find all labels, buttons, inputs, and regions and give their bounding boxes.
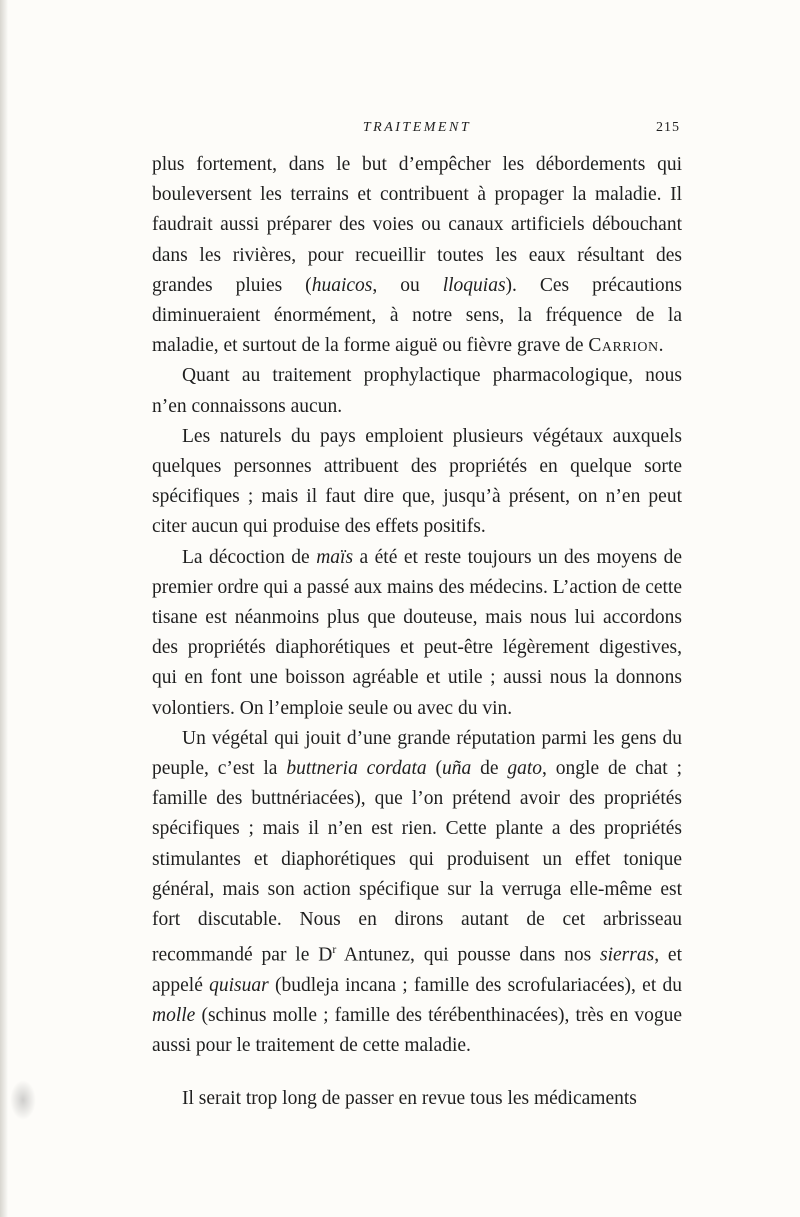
italic-text: huaicos: [311, 274, 373, 296]
paragraph-buttneria: [152, 724, 682, 1062]
page-number: 215: [656, 120, 680, 135]
body-text: [152, 150, 682, 1114]
page-gutter-shadow: [0, 0, 8, 1217]
italic-text: gato: [507, 758, 543, 780]
italic-text: buttneria cordata: [286, 758, 427, 780]
small-caps-text: Carrion: [588, 335, 659, 357]
italic-text: maïs: [316, 546, 354, 568]
text-segment: (: [426, 758, 442, 780]
italic-text: sierras: [600, 944, 655, 966]
text-segment: , ou: [372, 274, 443, 296]
text-segment: plus fortement, dans le but d’empêcher les débordements qui bouleversent les terrains et contribuent à propager la maladie. Il faudrait aussi préparer des voies ou canaux artificiels débouchant dans les rivières, pour recueillir toutes les eaux résultant des grandes pluies (: [152, 154, 682, 296]
text-segment: Les naturels du pays emploient plusieurs végétaux auxquels quelques personnes attribuent des propriétés en quelque sorte spécifiques ; mais il faut dire que, jusqu’à présent, on n’en peut citer aucun qui produise des effets positifs.: [152, 425, 682, 538]
paragraph-medicaments: [152, 1084, 682, 1114]
paragraph-prophylaxis: [152, 361, 682, 421]
paragraph-native-remedies: [152, 422, 682, 543]
text-segment: (budleja incana ; famille des scrofulariacées), et du: [268, 974, 682, 996]
text-segment: a été et reste toujours un des moyens de premier ordre qui a passé aux mains des médecins. L’action de cette tisane est néanmoins plus que douteuse, mais nous lui accordons des propriétés diaphorétiques et peut-être légèrement digestives, qui en font une boisson agréable et utile ; aussi nous la donnons volontiers. On l’emploie seule ou avec du vin.: [152, 546, 682, 719]
italic-text: quisuar: [209, 974, 269, 996]
text-segment: La décoction de: [182, 546, 317, 568]
text-segment: .: [658, 335, 664, 357]
paragraph-mais-decoction: [152, 543, 682, 724]
text-segment: (schinus molle ; famille des térébenthinacées), très en vogue aussi pour le traitement de cette maladie.: [152, 1005, 682, 1057]
text-segment: Il serait trop long de passer en revue tous les médicaments: [182, 1087, 637, 1109]
italic-text: molle: [152, 1005, 196, 1027]
text-segment: Quant au traitement prophylactique pharmacologique, nous n’en connaissons aucun.: [152, 365, 682, 417]
ink-smudge: [10, 1080, 36, 1120]
text-segment: de: [471, 758, 508, 780]
running-title: TRAITEMENT: [362, 120, 472, 135]
italic-text: lloquias: [442, 274, 506, 296]
page-header: [152, 118, 682, 140]
text-segment: Antunez, qui pousse dans nos: [336, 944, 601, 966]
text-segment: Un végétal qui jouit d’une grande réputation parmi les gens du peuple, c’est la: [152, 727, 682, 780]
paragraph-continuation: [152, 150, 682, 361]
text-segment: ). Ces précautions diminueraient énormément, à notre sens, la fréquence de la maladie, et surtout de la forme aiguë ou fièvre grave de: [152, 274, 683, 357]
superscript-text: r: [332, 943, 337, 957]
text-segment: , ongle de chat ; famille des buttnériacées), que l’on prétend avoir des propriétés spécifiques ; mais il n’en est rien. Cette plante a des propriétés stimulantes et diaphorétiques qui produisent un effet tonique général, mais son action spécifique sur la verruga elle-même est fort discutable. Nous en dirons autant de cet arbrisseau recommandé par le D: [152, 758, 682, 966]
text-segment: , et appelé: [152, 944, 682, 996]
italic-text: uña: [441, 758, 472, 780]
